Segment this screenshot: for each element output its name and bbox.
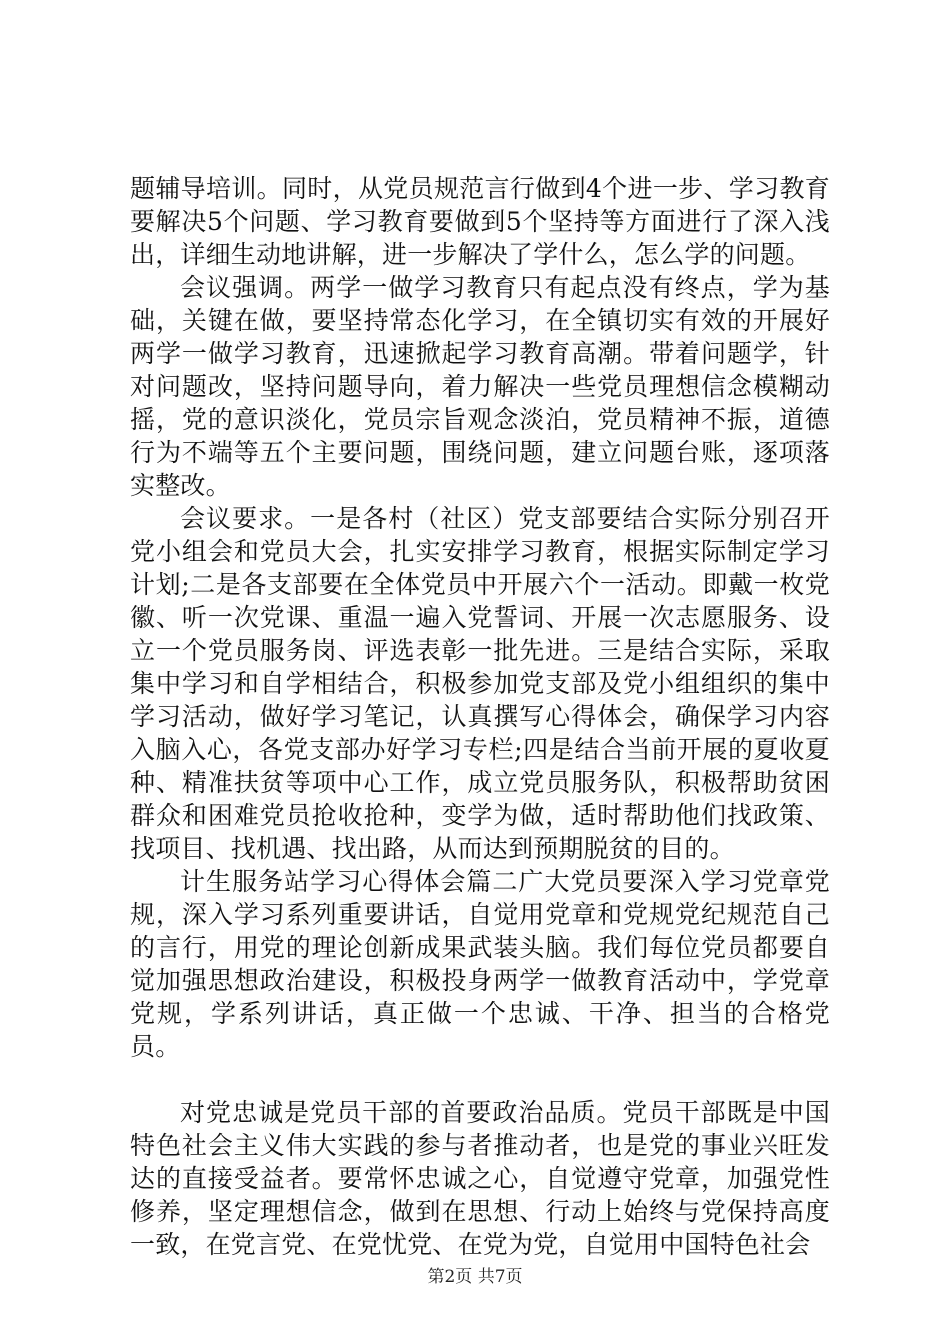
paragraph-continued: 题辅导培训。同时，从党员规范言行做到4个进一步、学习教育要解决5个问题、学习教育要做到5个坚持等方面进行了深入浅出，详细生动地讲解，进一步解决了学什么，怎么学的问题。 — [130, 174, 830, 269]
paragraph-spacer — [130, 1063, 830, 1096]
page-number-footer: 第2页 共7页 — [427, 1267, 523, 1287]
paragraph-article-two: 计生服务站学习心得体会篇二广大党员要深入学习党章党规，深入学习系列重要讲话，自觉用党章和党规党纪规范自己的言行，用党的理论创新成果武装头脑。我们每位党员都要自觉加强思想政治建设，积极投身两学一做教育活动中，学党章党规，学系列讲话，真正做一个忠诚、干净、担当的合格党员。 — [130, 867, 830, 1061]
paragraph-meeting-requirements: 会议要求。一是各村（社区）党支部要结合实际分别召开党小组会和党员大会，扎实安排学习教育，根据实际制定学习计划;二是各支部要在全体党员中开展六个一活动。即戴一枚党徽、听一次党课、重温一遍入党誓词、开展一次志愿服务、设立一个党员服务岗、评选表彰一批先进。三是结合实际，采取集中学习和自学相结合，积极参加党支部及党小组组织的集中学习活动，做好学习笔记，认真撰写心得体会，确保学习内容入脑入心，各党支部办好学习专栏;四是结合当前开展的夏收夏种、精准扶贫等项中心工作，成立党员服务队，积极帮助贫困群众和困难党员抢收抢种，变学为做，适时帮助他们找政策、找项目、找机遇、找出路，从而达到预期脱贫的目的。 — [130, 504, 830, 863]
document-body — [130, 172, 830, 1261]
paragraph-meeting-emphasis: 会议强调。两学一做学习教育只有起点没有终点，学为基础，关键在做，要坚持常态化学习，在全镇切实有效的开展好两学一做学习教育，迅速掀起学习教育高潮。带着问题学，针对问题改，坚持问题导向，着力解决一些党员理想信念模糊动摇，党的意识淡化，党员宗旨观念淡泊，党员精神不振，道德行为不端等五个主要问题，围绕问题，建立问题台账，逐项落实整改。 — [130, 273, 830, 500]
paragraph-loyalty: 对党忠诚是党员干部的首要政治品质。党员干部既是中国特色社会主义伟大实践的参与者推动者，也是党的事业兴旺发达的直接受益者。要常怀忠诚之心，自觉遵守党章，加强党性修养，坚定理想信念，做到在思想、行动上始终与党保持高度一致，在党言党、在党忧党、在党为党，自觉用中国特色社会 — [130, 1098, 830, 1259]
